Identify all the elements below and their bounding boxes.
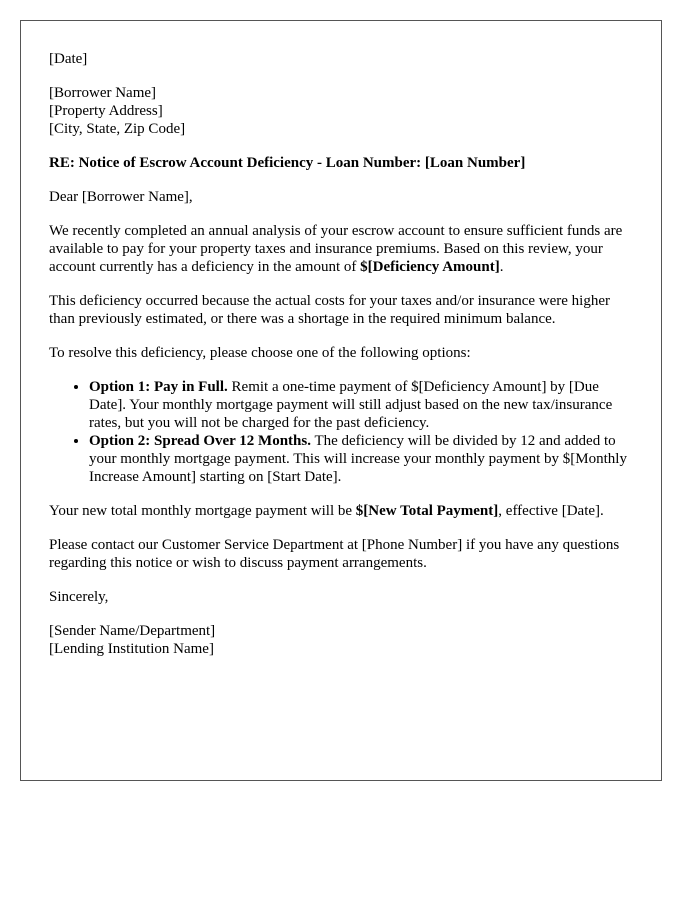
option-text: Remit a one-time payment of $[Deficiency Amount] by [Due Date]. Your monthly mortgage payment will still adjust based on the new tax/insurance rates, but you will not be charged for the past deficiency. [89, 379, 613, 431]
paragraph-cause [49, 292, 633, 328]
new-total-payment: $[New Total Payment] [355, 503, 499, 519]
salutation: Dear [Borrower Name], [49, 189, 193, 205]
closing: Sincerely, [49, 589, 109, 605]
signature-block [49, 622, 633, 658]
option-title: Option 1: Pay in Full. [89, 379, 228, 395]
list-item [89, 378, 633, 432]
city-state-zip: [City, State, Zip Code] [49, 121, 186, 137]
institution-name: [Lending Institution Name] [49, 641, 214, 657]
letter-page [20, 20, 662, 781]
list-item [89, 432, 633, 486]
new-payment-end: , effective [Date]. [498, 503, 604, 519]
paragraph-analysis-text [49, 222, 633, 276]
option-title: Option 2: Spread Over 12 Months. [89, 433, 311, 449]
letter-date: [Date] [49, 51, 88, 67]
property-address: [Property Address] [49, 103, 163, 119]
new-payment-lead: Your new total monthly mortgage payment will be [49, 503, 356, 519]
subject-line: RE: Notice of Escrow Account Deficiency - Loan Number: [Loan Number] [49, 155, 526, 171]
deficiency-amount: $[Deficiency Amount] [360, 259, 500, 275]
contact-text: Please contact our Customer Service Department at [Phone Number] if you have any questions regarding this notice or wish to discuss payment arrangements. [49, 537, 620, 571]
salutation-block [49, 188, 633, 206]
recipient-address-block [49, 84, 633, 138]
cause-text: This deficiency occurred because the actual costs for your taxes and/or insurance were higher than previously estimated, or there was a shortage in the required minimum balance. [49, 293, 611, 327]
new-payment-text [49, 502, 633, 520]
paragraph-analysis [49, 222, 633, 276]
options-list [49, 378, 633, 486]
paragraph-new-payment [49, 502, 633, 520]
sender-name: [Sender Name/Department] [49, 623, 216, 639]
options-intro-text: To resolve this deficiency, please choose one of the following options: [49, 345, 471, 361]
paragraph-options-intro [49, 344, 633, 362]
borrower-name: [Borrower Name] [49, 85, 157, 101]
analysis-end: . [499, 259, 504, 275]
paragraph-contact [49, 536, 633, 572]
closing-block [49, 588, 633, 606]
option-text: The deficiency will be divided by 12 and added to your monthly mortgage payment. This will increase your monthly payment by $[Monthly Increase Amount] starting on [Start Date]. [89, 433, 627, 485]
date-line [49, 50, 633, 68]
analysis-text: We recently completed an annual analysis of your escrow account to ensure sufficient funds are available to pay for your property taxes and insurance premiums. Based on this review, your account currently has a deficiency in the amount of [49, 223, 623, 275]
